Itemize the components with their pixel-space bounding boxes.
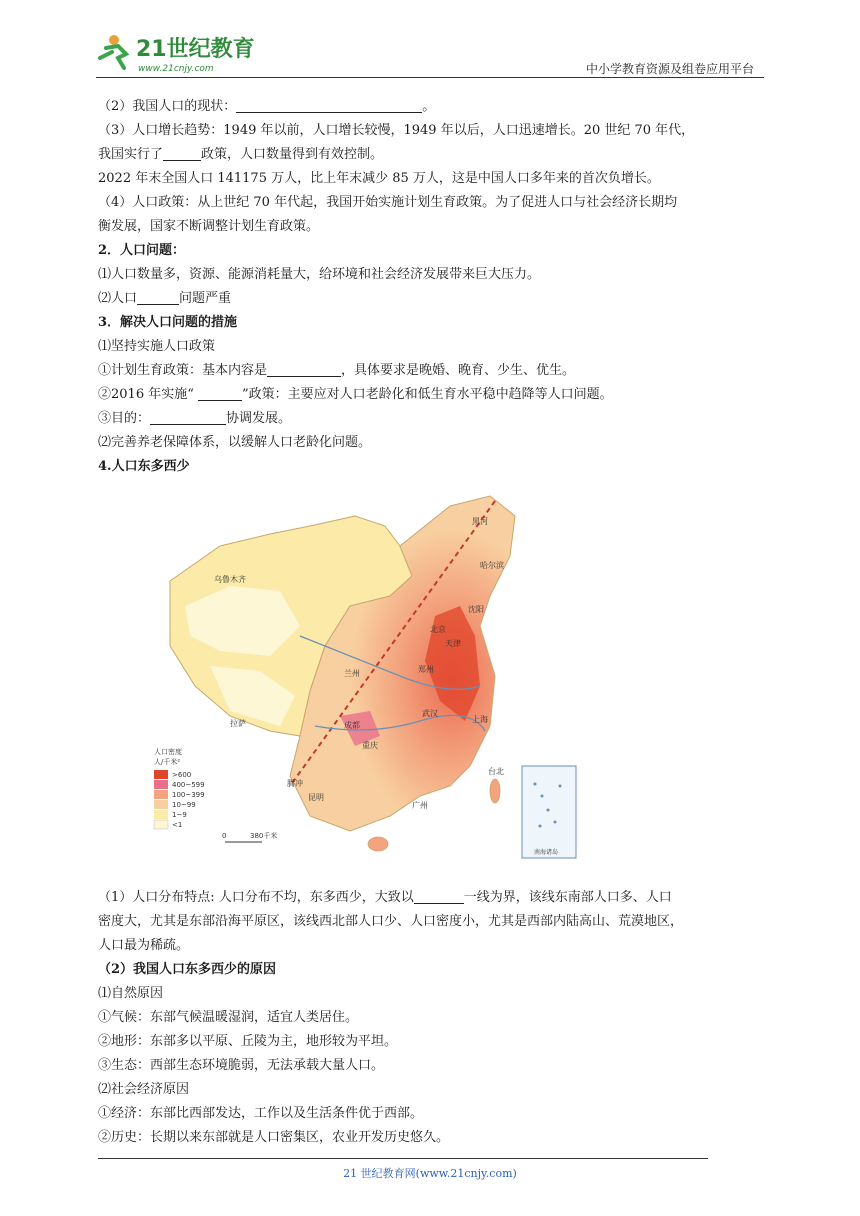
scale-zero: 0 xyxy=(222,832,227,840)
china-map-svg xyxy=(150,486,580,866)
legend-label: 1~9 xyxy=(172,811,187,819)
city-label: 武汉 xyxy=(422,709,438,718)
city-label: 乌鲁木齐 xyxy=(214,575,246,584)
city-label: 沈阳 xyxy=(468,605,484,614)
answer-blank xyxy=(150,410,226,425)
city-label: 拉萨 xyxy=(230,719,246,728)
answer-blank xyxy=(163,146,201,161)
population-density-map xyxy=(150,486,580,866)
measure-line-3: ③目的： 协调发展。 xyxy=(98,411,292,426)
legend-unit: 人/千米² xyxy=(154,758,181,766)
section-heading-4: 4.人口东多西少 xyxy=(98,459,190,474)
section-heading-3: 3．解决人口问题的措施 xyxy=(98,315,238,330)
legend-label: 400~599 xyxy=(172,781,205,789)
distribution-line: （1）人口分布特点: 人口分布不均，东多西少，大致以 一线为界，该线东南部人口多、人口 xyxy=(98,890,672,905)
legend-label: 10~99 xyxy=(172,801,196,809)
problem-line-1: ⑴人口数量多，资源、能源消耗量大，给环境和社会经济发展带来巨大压力。 xyxy=(98,267,541,282)
legend-label: 100~399 xyxy=(172,791,205,799)
distribution-line-3: 人口最为稀疏。 xyxy=(98,938,190,953)
page-header xyxy=(96,28,764,78)
legend-label: <1 xyxy=(172,821,183,829)
section-heading-2: 2．人口问题： xyxy=(98,243,186,258)
answer-blank xyxy=(267,362,341,377)
city-label: 重庆 xyxy=(362,741,378,750)
trend-line-2: 我国实行了 政策，人口数量得到有效控制。 xyxy=(98,147,384,162)
problem-line-2: ⑵人口 问题严重 xyxy=(98,291,232,306)
city-label: 台北 xyxy=(488,767,504,776)
answer-blank xyxy=(236,98,422,113)
city-label: 昆明 xyxy=(308,793,324,802)
south-sea-inset xyxy=(522,766,576,858)
footer-divider xyxy=(98,1158,708,1159)
population-fact: 2022 年末全国人口 141175 万人，比上年末减少 85 万人，这是中国人口多年来的首次负增长。 xyxy=(98,171,660,186)
trend-line: （3）人口增长趋势：1949 年以前，人口增长较慢，1949 年以后，人口迅速增长。20 世纪 70 年代， xyxy=(98,123,695,138)
city-label: 成都 xyxy=(344,721,360,730)
reason-natural: ⑴自然原因 xyxy=(98,986,164,1001)
policy-line-2: 衡发展，国家不断调整计划生育政策。 xyxy=(98,219,320,234)
measure-line: ⑴坚持实施人口政策 xyxy=(98,339,216,354)
legend-title: 人口密度 xyxy=(154,748,182,756)
reason-ecology: ③生态：西部生态环境脆弱，无法承载大量人口。 xyxy=(98,1058,385,1073)
scale-label: 380千米 xyxy=(250,832,278,840)
reason-heading: （2）我国人口东多西少的原因 xyxy=(98,962,277,977)
answer-blank xyxy=(137,290,179,305)
map-legend xyxy=(154,747,277,842)
logo-text: 21世纪教育 xyxy=(136,37,255,62)
city-label: 天津 xyxy=(445,639,461,648)
city-label: 兰州 xyxy=(344,669,360,678)
footer-link[interactable]: 21 世纪教育网(www.21cnjy.com) xyxy=(343,1167,517,1180)
reason-social: ⑵社会经济原因 xyxy=(98,1082,190,1097)
measure-line-4: ⑵完善养老保障体系，以缓解人口老龄化问题。 xyxy=(98,435,372,450)
reason-terrain: ②地形：东部多以平原、丘陵为主，地形较为平坦。 xyxy=(98,1034,398,1049)
answer-blank xyxy=(198,386,242,401)
city-label: 北京 xyxy=(430,625,446,634)
city-label: 黑河 xyxy=(472,517,488,526)
city-label: 郑州 xyxy=(418,665,434,674)
status-line: （2）我国人口的现状： 。 xyxy=(98,99,436,114)
city-label: 上海 xyxy=(472,715,488,724)
answer-blank xyxy=(414,889,464,904)
reason-history: ②历史：长期以来东部就是人口密集区，农业开发历史悠久。 xyxy=(98,1130,450,1145)
reason-climate: ①气候：东部气候温暖湿润，适宜人类居住。 xyxy=(98,1010,359,1025)
city-label: 哈尔滨 xyxy=(480,561,504,570)
city-label: 广州 xyxy=(412,801,428,810)
legend-label: >600 xyxy=(172,771,192,779)
header-divider xyxy=(96,77,764,78)
logo-url: www.21cnjy.com xyxy=(138,64,214,74)
reason-economy: ①经济：东部比西部发达，工作以及生活条件优于西部。 xyxy=(98,1106,424,1121)
main-content xyxy=(98,95,766,479)
measure-line-1: ①计划生育政策：基本内容是 ，具体要求是晚婚、晚育、少生、优生。 xyxy=(98,363,576,378)
inset-label: 南海诸岛 xyxy=(534,849,559,856)
logo-icon xyxy=(96,28,266,78)
platform-name: 中小学教育资源及组卷应用平台 xyxy=(585,62,754,76)
city-label: 腾冲 xyxy=(287,779,303,788)
distribution-line-2: 密度大，尤其是东部沿海平原区，该线西北部人口少、人口密度小，尤其是西部内陆高山、荒漠地区， xyxy=(98,914,684,929)
analysis-content xyxy=(98,886,766,1150)
measure-line-2: ②2016 年实施“ ”政策：主要应对人口老龄化和低生育水平稳中趋降等人口问题。 xyxy=(98,387,613,402)
policy-line: （4）人口政策：从上世纪 70 年代起，我国开始实施计划生育政策。为了促进人口与社会经济长期均 xyxy=(98,195,678,210)
